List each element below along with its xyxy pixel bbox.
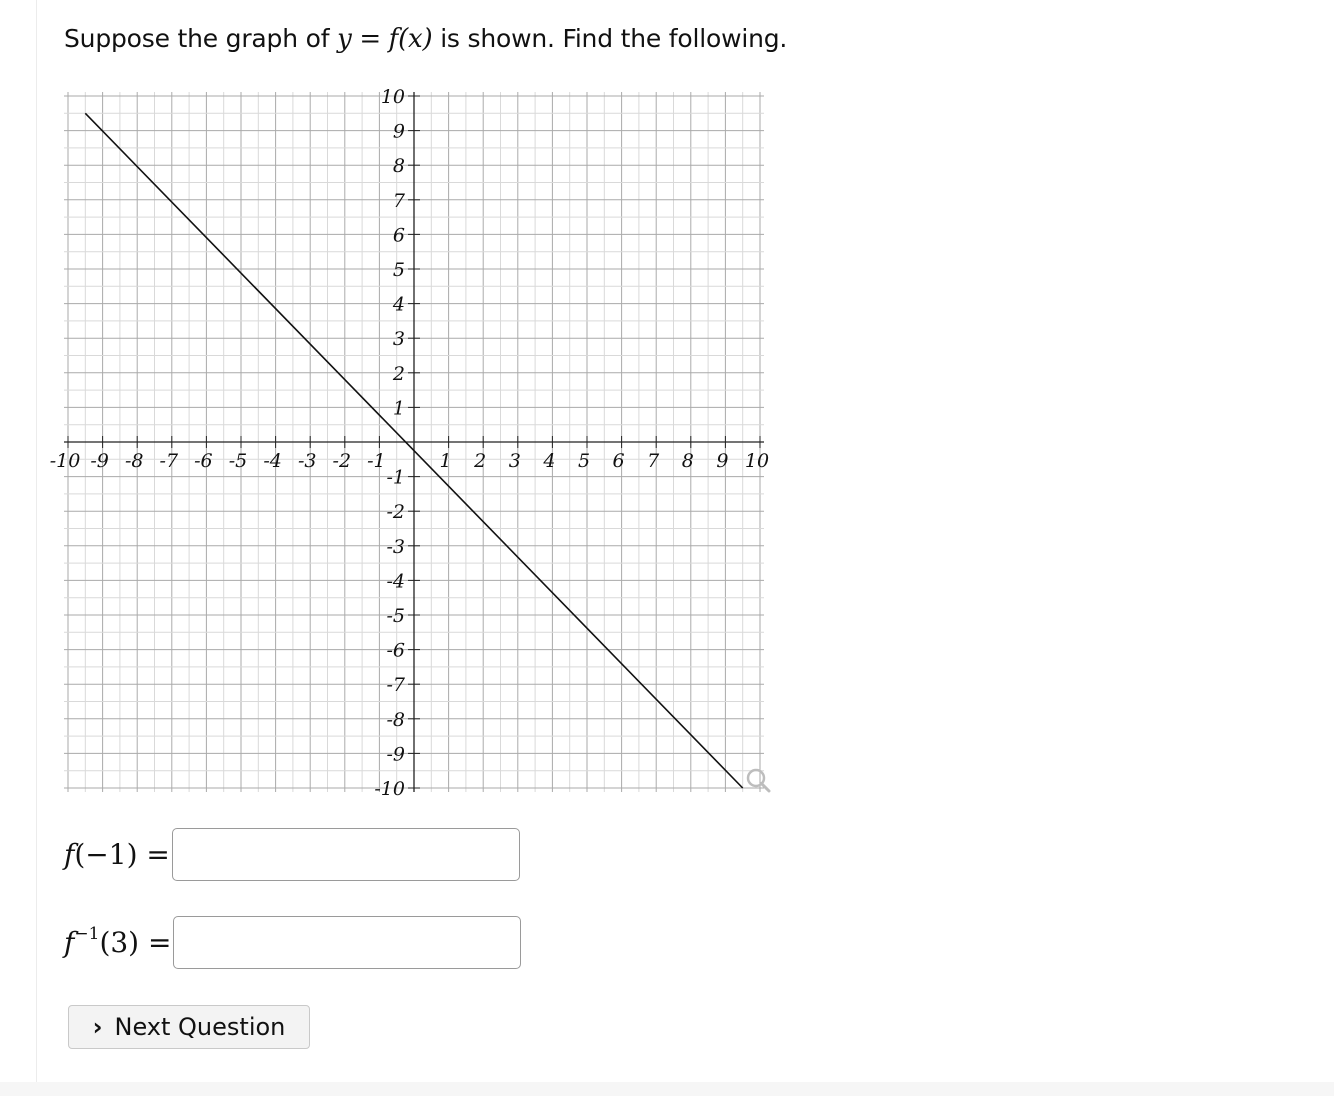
x-tick-label: 5 <box>577 450 591 472</box>
x-tick-label: 8 <box>681 450 694 472</box>
x-tick-label: 2 <box>474 450 487 472</box>
y-tick-label: -5 <box>386 605 405 627</box>
x-tick-label: 1 <box>439 450 452 472</box>
question-inverse-sup: −1 <box>74 923 100 944</box>
x-tick-label: -6 <box>194 450 213 472</box>
x-tick-label: 4 <box>543 450 556 472</box>
x-tick-label: -7 <box>159 450 179 472</box>
x-tick-label: 9 <box>716 450 729 472</box>
axes <box>64 92 764 792</box>
answer-input-f-of-neg1[interactable] <box>172 828 520 881</box>
x-tick-label: -9 <box>90 450 109 472</box>
question-row-finv-of-3 <box>64 916 521 969</box>
x-tick-label: -3 <box>297 450 317 472</box>
y-tick-label: -1 <box>386 466 405 489</box>
prompt-math-equals: = <box>359 24 381 54</box>
prompt-math-y: y <box>337 24 352 54</box>
y-tick-label: -9 <box>386 743 405 766</box>
question-row-f-of-neg1 <box>64 828 520 881</box>
question-equals: = <box>146 838 170 871</box>
y-tick-label: 10 <box>380 86 405 108</box>
y-tick-label: 1 <box>392 397 405 420</box>
next-question-button[interactable] <box>68 1005 310 1049</box>
question-arg: (−1) <box>74 838 138 871</box>
x-tick-label: -8 <box>124 450 144 472</box>
y-tick-label: -10 <box>374 778 405 800</box>
x-tick-label: -2 <box>332 450 352 472</box>
x-tick-label: 7 <box>647 450 660 472</box>
y-tick-label: 7 <box>392 189 405 212</box>
y-tick-label: -4 <box>386 570 405 593</box>
y-tick-label: 5 <box>392 259 405 281</box>
x-tick-label: -10 <box>49 450 81 472</box>
question-equals: = <box>148 926 172 959</box>
chevron-right-icon: › <box>92 1013 103 1041</box>
y-tick-label: 9 <box>392 120 405 143</box>
y-tick-label: 3 <box>392 328 405 351</box>
question-label <box>64 838 170 871</box>
x-tick-label: -4 <box>263 450 282 472</box>
y-tick-label: -8 <box>386 708 405 731</box>
next-question-label: Next Question <box>114 1013 286 1041</box>
y-tick-label: -2 <box>386 501 405 524</box>
prompt-text-before: Suppose the graph of <box>64 24 330 53</box>
y-tick-label: 2 <box>392 362 405 385</box>
question-label <box>64 923 172 959</box>
y-tick-label: -3 <box>386 535 405 558</box>
axis-tick-labels <box>50 86 769 800</box>
question-func: f <box>64 838 75 871</box>
prompt-math-fx: f(x) <box>388 24 433 54</box>
question-prompt <box>64 24 787 54</box>
prompt-text-after: is shown. Find the following. <box>440 24 788 53</box>
y-tick-label: -7 <box>386 674 405 697</box>
page-bottom-band <box>0 1082 1334 1096</box>
x-tick-label: -1 <box>367 450 386 472</box>
x-tick-label: 6 <box>612 450 625 472</box>
page-left-border <box>36 0 37 1082</box>
x-tick-label: -5 <box>228 450 248 472</box>
question-func: f <box>64 926 75 959</box>
y-tick-label: 4 <box>392 293 405 316</box>
y-tick-label: 8 <box>392 155 405 178</box>
y-tick-label: 6 <box>392 224 405 247</box>
x-tick-label: 3 <box>508 450 521 472</box>
x-tick-label: 10 <box>744 450 770 472</box>
function-graph <box>49 86 780 800</box>
y-tick-label: -6 <box>386 639 405 662</box>
question-arg: (3) <box>99 926 140 959</box>
answer-input-finv-of-3[interactable] <box>173 916 521 969</box>
